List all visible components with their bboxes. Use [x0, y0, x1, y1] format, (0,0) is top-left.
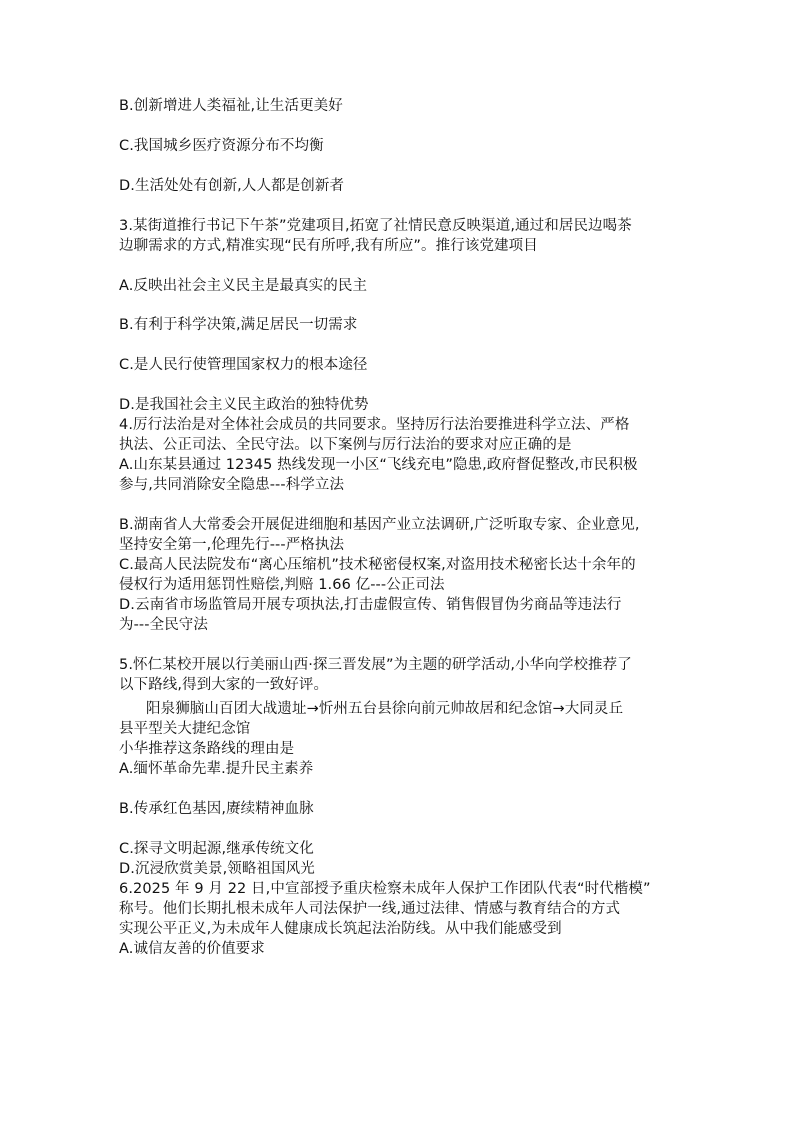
q5-option-b: B.传承红色基因,赓续精神血脉	[119, 801, 314, 817]
q4-option-d-line-2: 为---全民守法	[119, 617, 208, 633]
q4-option-a-line-2: 参与,共同消除安全隐患---科学立法	[119, 477, 345, 493]
q4-option-c-line-1: C.最高人民法院发布“离心压缩机”技术秘密侵权案,对盗用技术秘密长达十余年的	[119, 557, 636, 573]
q5-route-line-2: 县平型关大捷纪念馆	[119, 721, 251, 737]
q4-option-d-line-1: D.云南省市场监管局开展专项执法,打击虚假宣传、销售假冒伪劣商品等违法行	[119, 597, 622, 613]
q5-option-d: D.沉浸欣赏美景,领略祖国风光	[119, 861, 315, 877]
q3-stem-line-1: 3.某街道推行书记下午茶”党建项目,拓宽了社情民意反映渠道,通过和居民边喝茶	[119, 218, 632, 234]
q3-option-a: A.反映出社会主义民主是最真实的民主	[119, 278, 368, 294]
q4-option-b-line-2: 坚持安全第一,伦理先行---严格执法	[119, 537, 345, 553]
q5-stem-line-1: 5.怀仁某校开展以行美丽山西·探三晋发展”为主题的研学活动,小华向学校推荐了	[119, 657, 632, 673]
q4-stem-line-2: 执法、公正司法、全民守法。以下案例与厉行法治的要求对应正确的是	[119, 437, 572, 453]
q2-option-b: B.创新增进人类福祉,让生活更美好	[119, 98, 343, 114]
q4-option-c-line-2: 侵权行为适用惩罚性赔偿,判赔 1.66 亿---公正司法	[119, 577, 445, 593]
q4-option-a-line-1: A.山东某县通过 12345 热线发现一小区“飞线充电”隐患,政府督促整改,市民积极	[119, 457, 638, 473]
q2-option-c: C.我国城乡医疗资源分布不均衡	[119, 138, 324, 154]
q5-option-a: A.缅怀革命先辈.提升民主素养	[119, 761, 314, 777]
q5-option-c: C.探寻文明起源,继承传统文化	[119, 841, 314, 857]
q5-prompt: 小华推荐这条路线的理由是	[119, 741, 295, 757]
q3-option-c: C.是人民行使管理国家权力的根本途径	[119, 357, 368, 373]
q5-route-line-1: 阳泉狮脑山百团大战遗址→忻州五台县徐向前元帅故居和纪念馆→大同灵丘	[146, 701, 624, 717]
q4-stem-line-1: 4.厉行法治是对全体社会成员的共同要求。坚持厉行法治要推进科学立法、严格	[119, 417, 630, 433]
q6-stem-line-2: 称号。他们长期扎根未成年人司法保护一线,通过法律、情感与教育结合的方式	[119, 901, 621, 917]
q3-option-d: D.是我国社会主义民主政治的独特优势	[119, 397, 369, 413]
q5-stem-line-2: 以下路线,得到大家的一致好评。	[119, 677, 329, 693]
q3-option-b: B.有利于科学决策,满足居民一切需求	[119, 317, 358, 333]
q4-option-b-line-1: B.湖南省人大常委会开展促进细胞和基因产业立法调研,广泛听取专家、企业意见,	[119, 517, 640, 533]
q6-stem-line-1: 6.2025 年 9 月 22 日,中宣部授予重庆检察未成年人保护工作团队代表“时代楷模”	[119, 881, 651, 897]
q2-option-d: D.生活处处有创新,人人都是创新者	[119, 178, 345, 194]
q3-stem-line-2: 边聊需求的方式,精准实现“民有所呼,我有所应”。推行该党建项目	[119, 238, 538, 254]
q6-stem-line-3: 实现公平正义,为未成年人健康成长筑起法治防线。从中我们能感受到	[119, 921, 562, 937]
q6-option-a: A.诚信友善的价值要求	[119, 941, 265, 957]
